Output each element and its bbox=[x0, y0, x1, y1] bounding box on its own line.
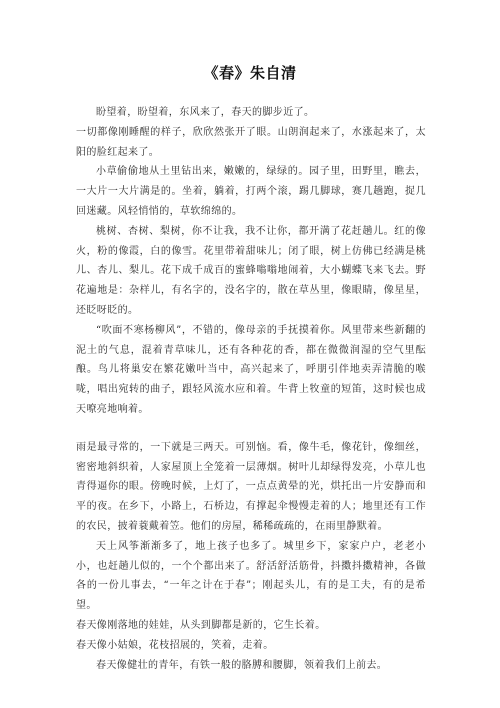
paragraph-3: 小草偷偷地从土里钻出来，嫩嫩的，绿绿的。园子里，田野里，瞧去，一大片一大片满是的。坐着，躺着，打两个滚，踢几脚球，赛几趟跑，捉几回迷藏。风轻悄悄的，草软绵绵的。 bbox=[76, 166, 426, 217]
paragraph-7: 天上风筝渐渐多了，地上孩子也多了。城里乡下，家家户户，老老小小，也赶趟儿似的，一个个都出来了。舒活舒活筋骨，抖擞抖擞精神，各做各的一份儿事去，“一年之计在于春”；刚起头儿，有的是工夫，有的是希望。 bbox=[76, 540, 426, 612]
paragraph-gap bbox=[76, 420, 426, 438]
document-body bbox=[76, 103, 426, 675]
paragraph-1: 盼望着，盼望着，东风来了，春天的脚步近了。 bbox=[96, 107, 315, 118]
paragraph-4: 桃树、杏树、梨树，你不让我，我不让你，都开满了花赶趟儿。红的像火，粉的像霞，白的像雪。花里带着甜味儿；闭了眼，树上仿佛已经满是桃儿、杏儿、梨儿。花下成千成百的蜜蜂嗡嗡地闹着，大小蝴蝶飞来飞去。野花遍地是：杂样儿，有名字的，没名字的，散在草丛里，像眼睛，像星星，还眨呀眨的。 bbox=[76, 225, 426, 316]
paragraph-8: 春天像刚落地的娃娃，从头到脚都是新的，它生长着。 bbox=[76, 619, 326, 631]
paragraph-2: 一切都像刚睡醒的样子，欣欣然张开了眼。山朗润起来了，水涨起来了，太阳的脸红起来了。 bbox=[76, 126, 426, 158]
paragraph-5: “吹面不寒杨柳风”，不错的，像母亲的手抚摸着你。风里带来些新翻的泥土的气息，混着青草味儿，还有各种花的香，都在微微润湿的空气里酝酿。鸟儿将巢安在繁花嫩叶当中，高兴起来了，呼朋引伴地卖弄清脆的喉咙，唱出宛转的曲子，跟轻风流水应和着。牛背上牧童的短笛，这时候也成天嘹亮地响着。 bbox=[76, 324, 426, 415]
paragraph-6: 雨是最寻常的，一下就是三两天。可别恼。看，像牛毛，像花针，像细丝，密密地斜织着，人家屋顶上全笼着一层薄烟。树叶儿却绿得发亮，小草儿也青得逼你的眼。傍晚时候，上灯了，一点点黄晕的光，烘托出一片安静而和平的夜。在乡下，小路上，石桥边，有撑起伞慢慢走着的人；地里还有工作的农民，披着蓑戴着笠。他们的房屋，稀稀疏疏的，在雨里静默着。 bbox=[76, 441, 426, 532]
paragraph-10: 春天像健壮的青年，有铁一般的胳膊和腰脚，领着我们上前去。 bbox=[96, 659, 388, 671]
document-title: 《春》朱自清 bbox=[203, 64, 297, 82]
paragraph-9: 春天像小姑娘，花枝招展的，笑着，走着。 bbox=[76, 639, 274, 651]
